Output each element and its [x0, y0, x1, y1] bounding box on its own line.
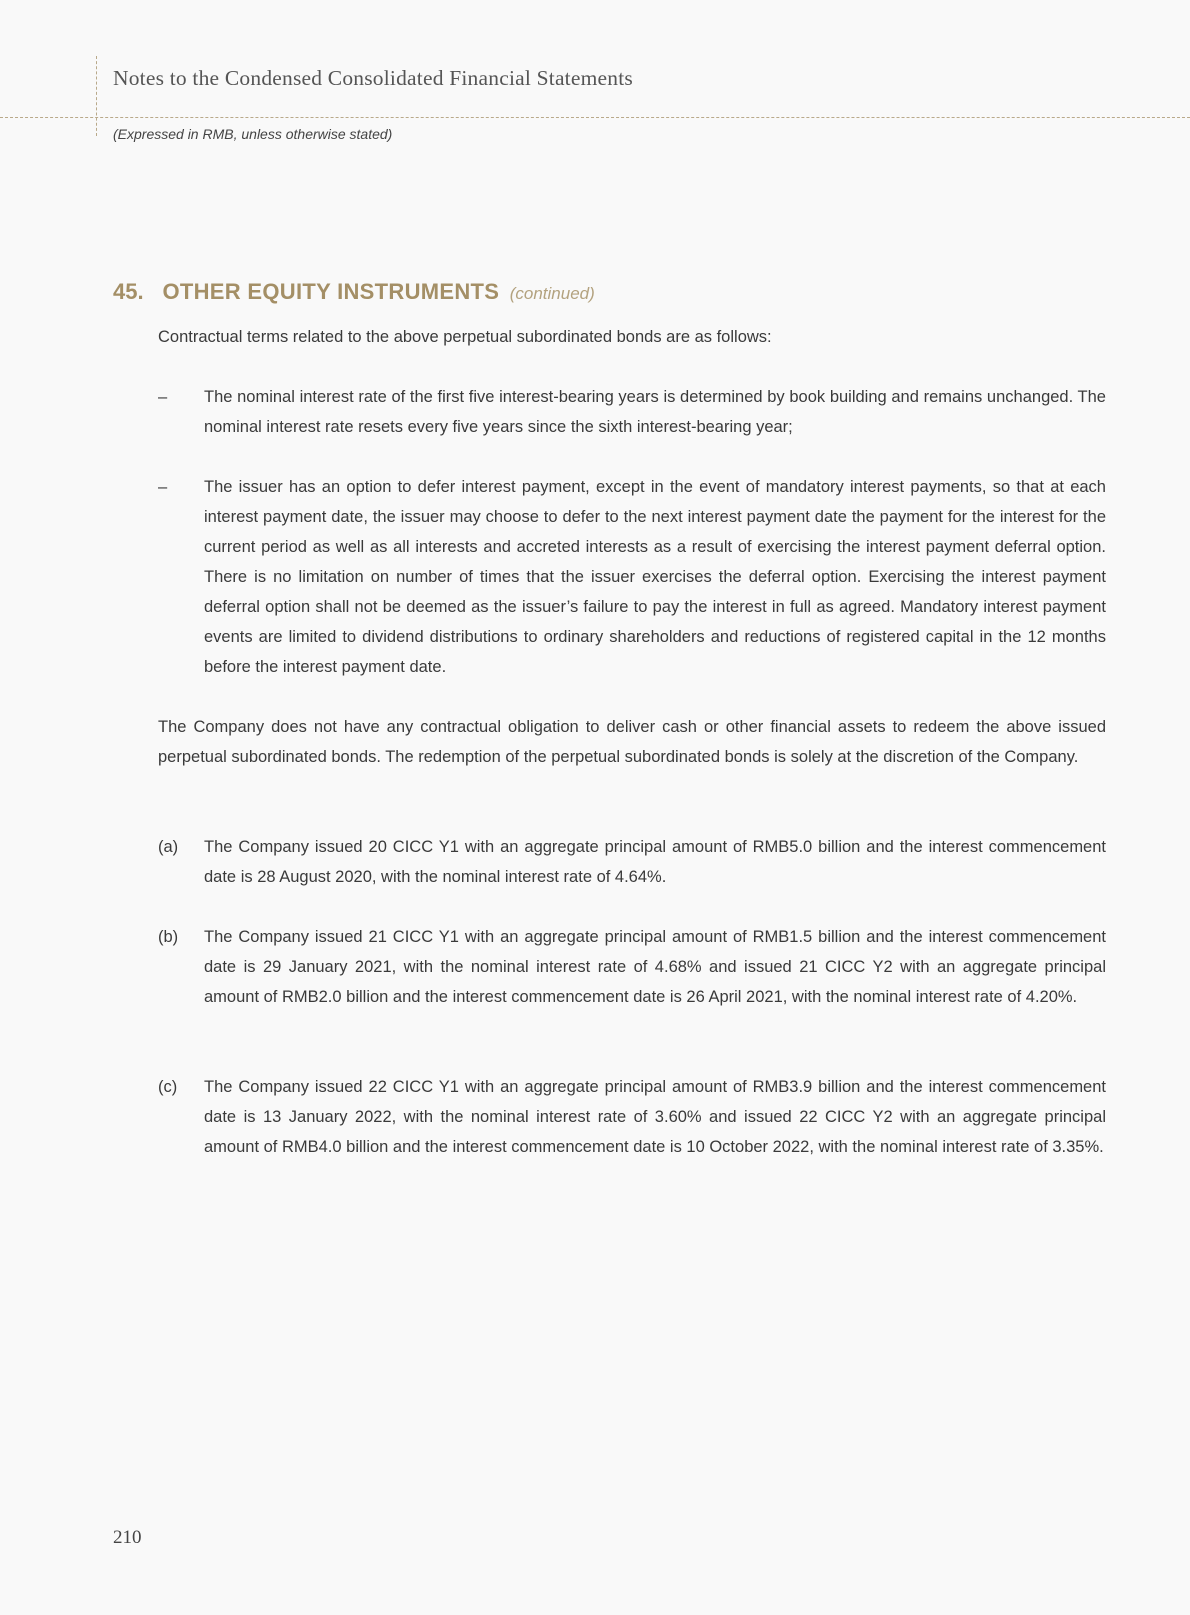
issue-item [158, 1072, 1106, 1162]
issue-marker: (c) [158, 1078, 178, 1096]
section-continued-label: (continued) [509, 284, 595, 303]
issue-marker: (a) [158, 838, 179, 856]
header-vertical-divider [96, 56, 97, 136]
term-text: The nominal interest rate of the first five interest-bearing years is determined by book building and remains unchanged. The nominal interest rate resets every five years since the sixth interest-bearing year; [204, 388, 1106, 436]
issue-item [158, 832, 1106, 892]
term-text: The issuer has an option to defer interest payment, except in the event of mandatory interest payments, so that at each interest payment date, the issuer may choose to defer to the next interest payment date the payment for the interest for the current period as well as all interests and accreted interests as a result of exercising the interest payment deferral option. There is no limitation on number of times that the issuer exercises the deferral option. Exercising the interest payment deferral option shall not be deemed as the issuer’s failure to pay the interest in full as agreed. Mandatory interest payment events are limited to dividend distributions to ordinary shareholders and reductions of registered capital in the 12 months before the interest payment date. [204, 478, 1106, 676]
running-header-subtitle: (Expressed in RMB, unless otherwise stated) [113, 126, 393, 142]
issue-item [158, 922, 1106, 1012]
section-heading [113, 279, 595, 305]
issue-text: The Company issued 21 CICC Y1 with an aggregate principal amount of RMB1.5 billion and the interest commencement date is 29 January 2021, with the nominal interest rate of 4.68% and issued 21 CICC Y2 with an aggregate principal amount of RMB2.0 billion and the interest commencement date is 26 April 2021, with the nominal interest rate of 4.20%. [204, 928, 1106, 1006]
header-horizontal-divider [0, 117, 1190, 118]
redemption-paragraph: The Company does not have any contractual obligation to deliver cash or other financial assets to redeem the above issued perpetual subordinated bonds. The redemption of the perpetual subordinated bonds is solely at the discretion of the Company. [158, 718, 1106, 766]
term-bullet: – [158, 388, 168, 406]
intro-paragraph: Contractual terms related to the above perpetual subordinated bonds are as follows: [158, 328, 772, 346]
term-item [158, 382, 1106, 442]
section-title: OTHER EQUITY INSTRUMENTS [162, 279, 500, 304]
page-number: 210 [113, 1527, 142, 1548]
term-item [158, 472, 1106, 682]
issue-text: The Company issued 20 CICC Y1 with an aggregate principal amount of RMB5.0 billion and the interest commencement date is 28 August 2020, with the nominal interest rate of 4.64%. [204, 838, 1106, 886]
issue-text: The Company issued 22 CICC Y1 with an aggregate principal amount of RMB3.9 billion and the interest commencement date is 13 January 2022, with the nominal interest rate of 3.60% and issued 22 CICC Y2 with an aggregate principal amount of RMB4.0 billion and the interest commencement date is 10 October 2022, with the nominal interest rate of 3.35%. [204, 1078, 1106, 1156]
issue-marker: (b) [158, 928, 179, 946]
section-number: 45. [113, 279, 144, 304]
term-bullet: – [158, 478, 168, 496]
running-header-title: Notes to the Condensed Consolidated Financial Statements [113, 66, 633, 90]
